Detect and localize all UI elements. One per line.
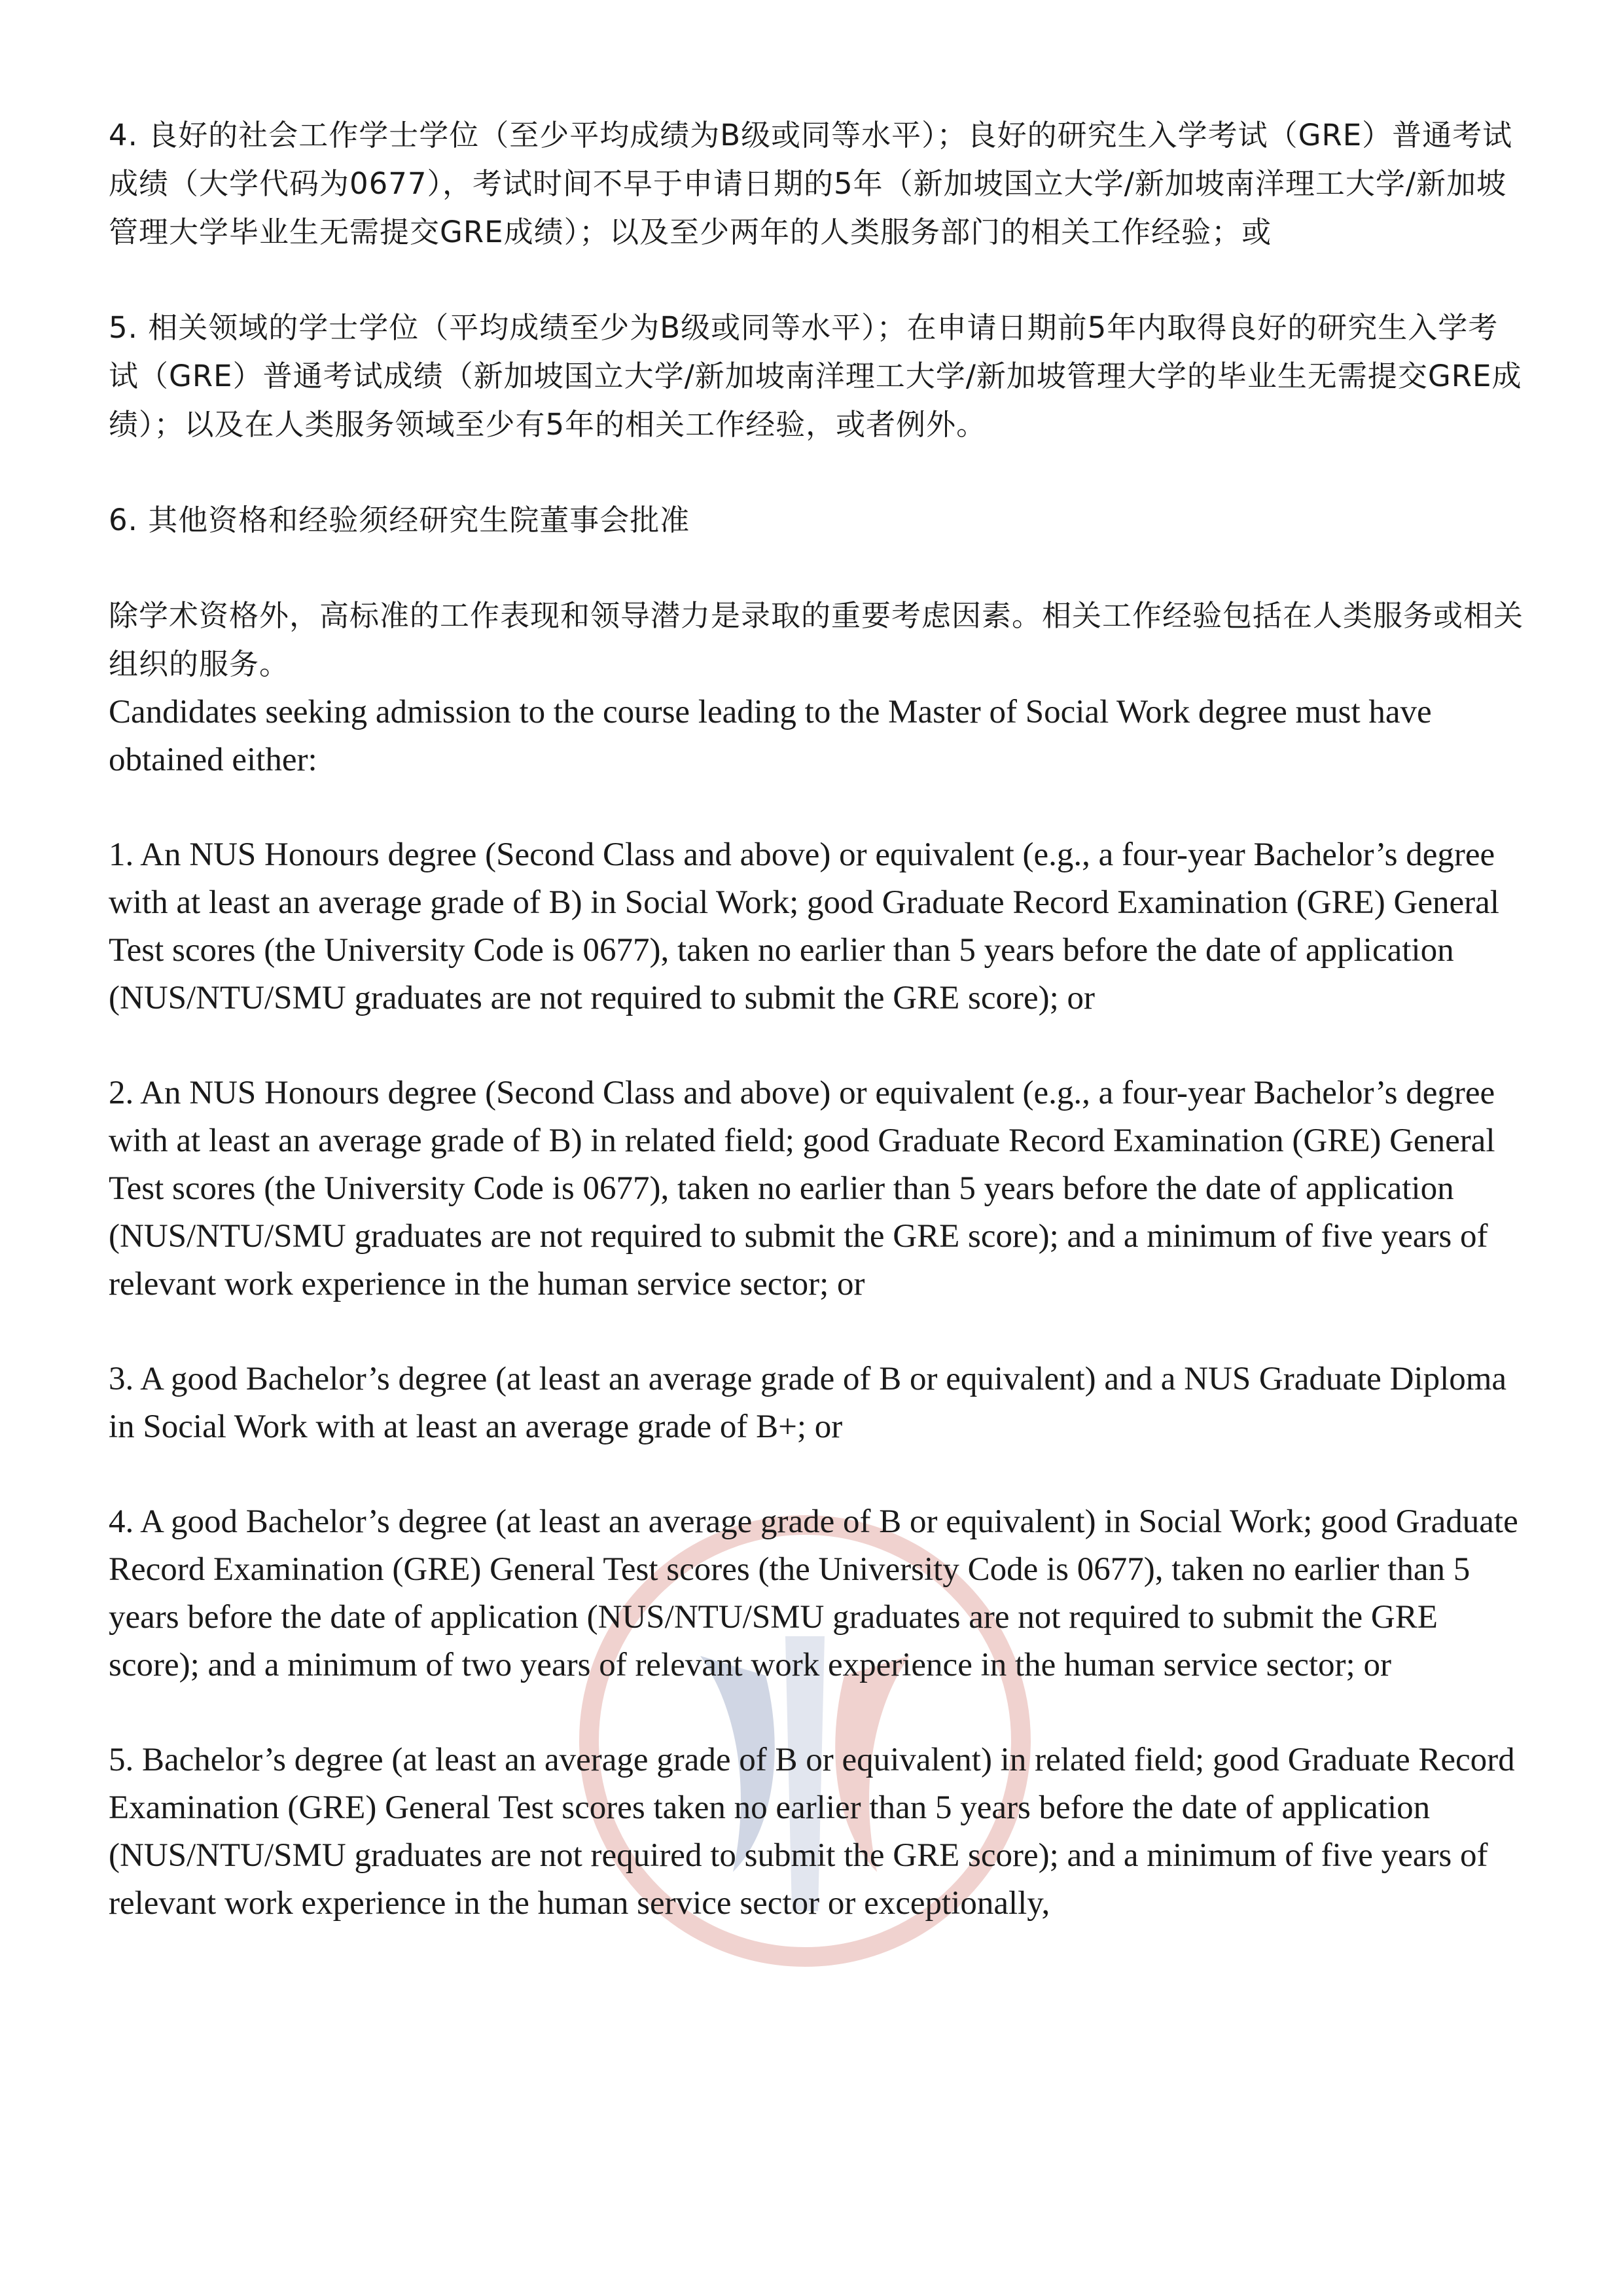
en-item-2: 2. An NUS Honours degree (Second Class and above) or equivalent (e.g., a four-year Bachelor’s degree with at least an average grade of B) in related field; good Graduate Record Examination (GRE) General Test scores (the University Code is 0677), taken no earlier than 5 years before the date of application (NUS/NTU/SMU graduates are not required to submit the GRE score); and a minimum of five years of relevant work experience in the human service sector; or [109,1075,1495,1302]
en-item-5: 5. Bachelor’s degree (at least an average grade of B or equivalent) in related field; good Graduate Record Examination (GRE) General Test scores taken no earlier than 5 years before the date of application (NUS/NTU/SMU graduates are not required to submit the GRE score); and a minimum of five years of relevant work experience in the human service sector or exceptionally, [109,1742,1515,1922]
zh-item-4: 4. 良好的社会工作学士学位（至少平均成绩为B级或同等水平）；良好的研究生入学考试（GRE）普通考试成绩（大学代码为0677），考试时间不早于申请日期的5年（新加坡国立大学/新加坡南洋理工大学/新加坡管理大学毕业生无需提交GRE成绩）；以及至少两年的人类服务部门的相关工作经验；或 [109,118,1513,249]
zh-item-6: 6. 其他资格和经验须经研究生院董事会批准 [109,503,690,537]
en-item-3: 3. A good Bachelor’s degree (at least an average grade of B or equivalent) and a NUS Graduate Diploma in Social Work with at least an average grade of B+; or [109,1361,1507,1445]
zh-item-5: 5. 相关领域的学士学位（平均成绩至少为B级或同等水平）；在申请日期前5年内取得良好的研究生入学考试（GRE）普通考试成绩（新加坡国立大学/新加坡南洋理工大学/新加坡管理大学的毕业生无需提交GRE成绩）；以及在人类服务领域至少有5年的相关工作经验，或者例外。 [109,310,1522,442]
en-item-4: 4. A good Bachelor’s degree (at least an average grade of B or equivalent) in Social Work; good Graduate Record Examination (GRE) General Test scores (the University Code is 0677), taken no earlier than 5 years before the date of application (NUS/NTU/SMU graduates are not required to submit the GRE score); and a minimum of two years of relevant work experience in the human service sector; or [109,1503,1518,1683]
zh-closing-paragraph: 除学术资格外，高标准的工作表现和领导潜力是录取的重要考虑因素。相关工作经验包括在人类服务或相关组织的服务。 [109,598,1524,681]
en-item-1: 1. An NUS Honours degree (Second Class and above) or equivalent (e.g., a four-year Bachelor’s degree with at least an average grade of B) in Social Work; good Graduate Record Examination (GRE) General Test scores (the University Code is 0677), taken no earlier than 5 years before the date of application (NUS/NTU/SMU graduates are not required to submit the GRE score); or [109,836,1499,1016]
en-intro-paragraph: Candidates seeking admission to the course leading to the Master of Social Work degree must have obtained either: [109,694,1432,778]
